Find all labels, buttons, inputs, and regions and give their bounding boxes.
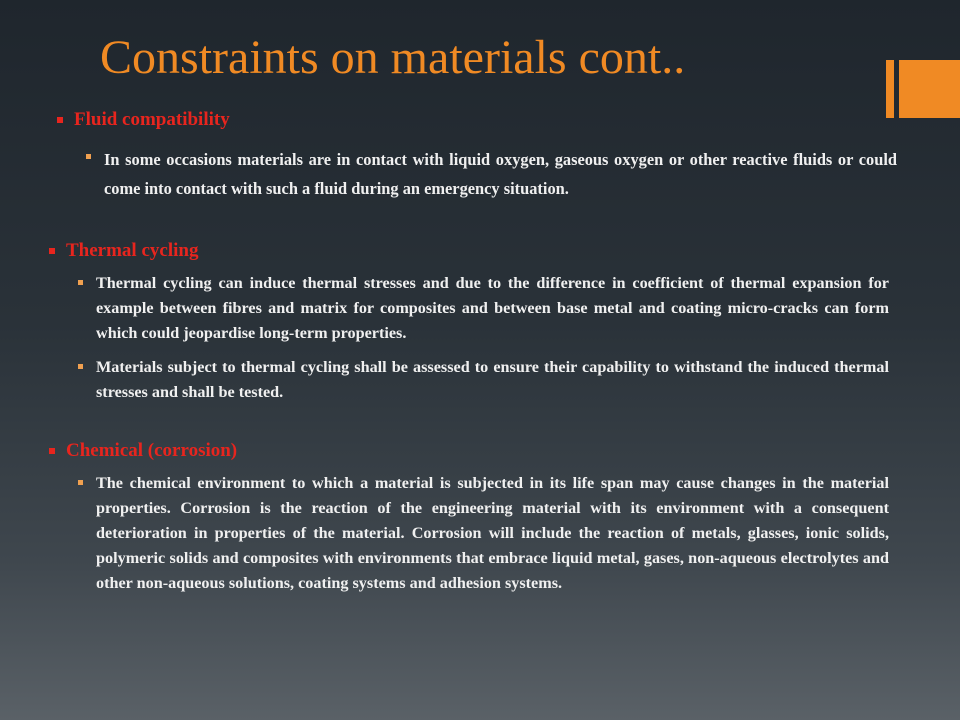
heading-text: Fluid compatibility bbox=[74, 109, 230, 130]
square-bullet-icon bbox=[49, 248, 55, 254]
section-fluid-compatibility bbox=[57, 108, 897, 203]
square-bullet-icon bbox=[78, 280, 83, 285]
square-bullet-icon bbox=[49, 448, 55, 454]
section-chemical-corrosion bbox=[49, 439, 889, 596]
bullet-text: The chemical environment to which a material is subjected in its life span may cause changes in the material properties. Corrosion is the reaction of the engineering material with its environment with a consequent deterioration in properties of the material. Corrosion will include the reaction of metals, glasses, ionic solids, polymeric solids and composites with environments that embrace liquid metal, gases, non-aqueous electrolytes and other non-aqueous solutions, coating systems and adhesion systems. bbox=[96, 474, 889, 592]
square-bullet-icon bbox=[57, 117, 63, 123]
section-heading bbox=[57, 108, 897, 132]
square-bullet-icon bbox=[78, 364, 83, 369]
square-bullet-icon bbox=[78, 480, 83, 485]
bullet-item bbox=[78, 271, 889, 346]
heading-text: Thermal cycling bbox=[66, 240, 199, 261]
bullet-item bbox=[78, 471, 889, 596]
bullet-item bbox=[86, 145, 897, 203]
bullet-text: Thermal cycling can induce thermal stresses and due to the difference in coefficient of thermal expansion for example between fibres and matrix for composites and between base metal and coating micro-cracks can form which could jeopardise long-term properties. bbox=[96, 274, 889, 342]
bullet-text: Materials subject to thermal cycling shall be assessed to ensure their capability to withstand the induced thermal stresses and shall be tested. bbox=[96, 358, 889, 401]
heading-text: Chemical (corrosion) bbox=[66, 440, 238, 461]
section-thermal-cycling bbox=[49, 239, 889, 405]
bullet-item bbox=[78, 355, 889, 405]
section-heading bbox=[49, 439, 889, 463]
slide-title: Constraints on materials cont.. bbox=[100, 31, 686, 84]
square-bullet-icon bbox=[86, 154, 91, 159]
section-heading bbox=[49, 239, 889, 263]
accent-bar-thick bbox=[899, 60, 960, 118]
bullet-text: In some occasions materials are in contact with liquid oxygen, gaseous oxygen or other reactive fluids or could come into contact with such a fluid during an emergency situation. bbox=[104, 150, 897, 198]
